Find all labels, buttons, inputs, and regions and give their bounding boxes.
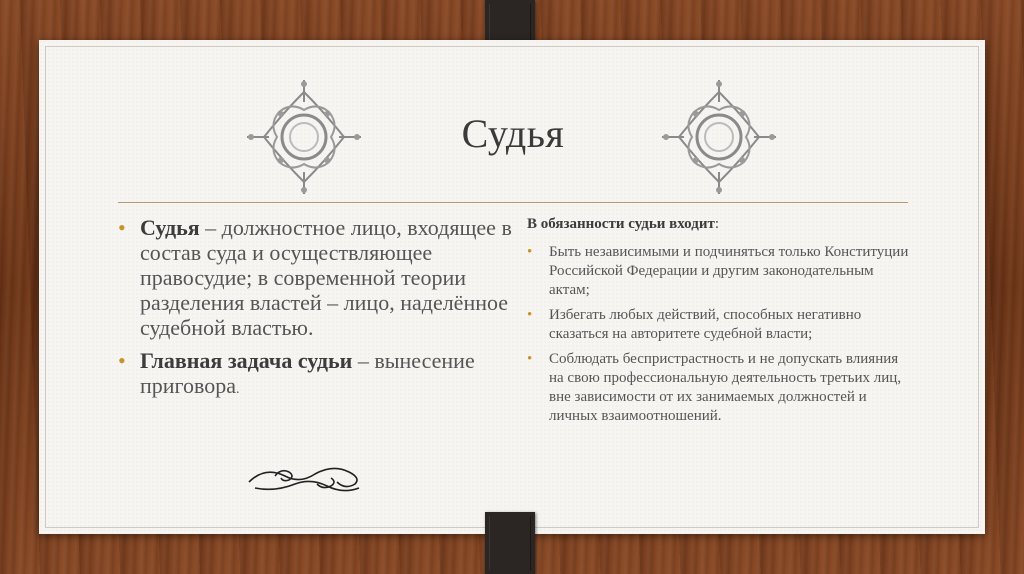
- duty-text: Избегать любых действий, способных негативно сказаться на авторитете судебной власти;: [549, 307, 862, 342]
- left-item-suffix: .: [236, 382, 240, 397]
- left-item-text: – должностное лицо, входящее в состав суда и осуществляющее правосудие; в современной теории разделения властей – лицо, наделённое судебной властью.: [140, 215, 512, 340]
- bullet-icon: •: [118, 348, 126, 373]
- right-column: [527, 216, 912, 432]
- left-column: [118, 215, 513, 410]
- title-rule: [118, 202, 908, 203]
- left-item: [118, 215, 513, 340]
- slide-title: Судья: [461, 111, 565, 156]
- bullet-icon: •: [527, 244, 533, 260]
- flourish-icon: [245, 462, 365, 496]
- bullet-icon: •: [527, 307, 533, 323]
- left-item-text: – вынесение приговора: [140, 348, 475, 398]
- duty-text: Быть независимыми и подчиняться только Конституции Российской Федерации и другим законодательным актам;: [549, 244, 909, 298]
- left-item-term: Главная задача судьи: [140, 348, 353, 373]
- duties-heading: [527, 216, 912, 233]
- ornament-icon: [654, 72, 784, 202]
- duty-text: Соблюдать беспристрастность и не допускать влияния на свою профессиональную деятельность третьих лиц, вне зависимости от их занимаемых должностей и личных взаимоотношений.: [549, 351, 902, 424]
- bullet-icon: •: [118, 215, 126, 240]
- duty-item: [527, 243, 912, 300]
- duty-item: [527, 350, 912, 426]
- left-item: [118, 348, 513, 402]
- binder-clip-bottom: [485, 512, 535, 574]
- duties-heading-suffix: :: [714, 216, 720, 232]
- duty-item: [527, 306, 912, 344]
- ornament-icon: [239, 72, 369, 202]
- duties-heading-text: В обязанности судьи входит: [527, 216, 715, 232]
- left-item-term: Судья: [140, 215, 200, 240]
- bullet-icon: •: [527, 351, 533, 367]
